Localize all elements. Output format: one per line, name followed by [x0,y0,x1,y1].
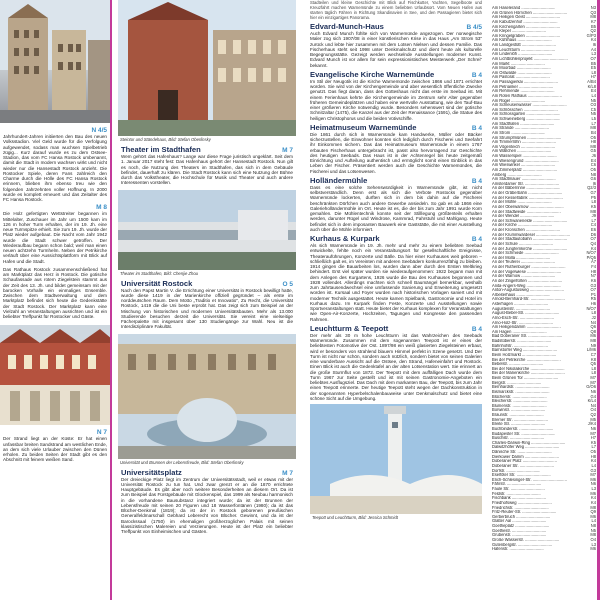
index-street-name: Am Passagierkai .............................. [492,80,558,84]
index-grid-ref: L8 [591,370,596,376]
ref-university: O 5 [282,280,293,288]
index-grid-ref: G/O6 [586,384,596,390]
index-grid-ref: P1 [590,291,596,297]
index-grid-ref: G3 [590,282,596,288]
index-grid-ref: N3 [590,5,596,10]
index-grid-ref: N5 [590,527,596,533]
left-ref-d: N 7 [96,429,107,437]
index-street-name: August-Bebel-Str. .............................. [492,311,560,316]
index-street-name: An der Vogelwiese .............................. [492,269,562,274]
index-grid-ref: Q3 [590,9,596,15]
index-grid-ref: H6 [590,301,596,306]
index-grid-ref: C6 [590,162,596,168]
index-grid-ref: Q2/3 [587,185,596,191]
mid-caption-b: Theater im Stadthafen, Bild: Chenjie Zhou [120,270,198,276]
index-grid-ref: K4 [590,458,596,464]
index-grid-ref: K4 [590,245,596,251]
index-street-name: Beim Holzmarkt .............................. [492,352,557,357]
index-street-name: Am Haselerand .............................. [492,6,556,10]
index-street-name: Am Vögenteich .............................. [492,144,556,149]
index-street-name: Am Pastorat .............................. [492,75,550,80]
index-grid-ref: B5 [590,60,596,66]
heading-kurhaus: Kurhaus & Kurpark [310,234,380,243]
index-street-name: Arno-Esch-Str. .............................. [492,315,554,320]
index-grid-ref: L/M6 [586,347,596,353]
index-street-name: Am Kabutzenhof .............................. [492,19,558,24]
index-street-name: Am Grünen Hörnchen .............................. [492,10,568,15]
index-grid-ref: N8 [590,523,596,528]
index-street-name: Am Landgestütt .............................. [492,43,556,47]
index-grid-ref: E4 [590,157,596,163]
index-grid-ref: L8 [591,310,596,316]
index-grid-ref: N5 [590,111,596,117]
index-street-name: Amsterdamer Str. .............................. [492,181,560,186]
index-grid-ref: M6 [590,490,596,496]
index-street-name: Hafenstr. .............................. [492,547,544,552]
left-ref-b: M 8 [96,204,107,212]
index-grid-ref: M7 [590,472,596,478]
index-grid-ref: K4 [590,499,596,505]
text-lighthouse: Der mehr als 30 m hohe Leuchtturm ist das Wahrzeichen des Seebads Warnemünde. Zusammen mit dem sogenannten Teepott ist er eines der beliebtesten Fotomotive der Ost. 1897/98 ein weiß glasierten Ziegelsteinen erbaut, wird er besonders von strahlend blauem Himmel perfekt in Szene gesetzt. Und Der Turm ist nicht nur schön, sondern auch nützlich, sondern bietet von seinen Galerien eine wunderbare Aussicht auf die Ostsee, den Strand, Hafeneinfahrt und Rostock. Einen Blick ist auch die Gedenktafel an der alten Lotsenstation wert. Sie erinnert an die große Sturmflut von 1872. Der Teepott mit dem auffälligen Dach wurde dem Turm 1967 zur Seite gestellt und ist mit seinen Gastronomie-Angeboten ein beliebtes Ausflugsziel. Das Dach mit dem markanten Bau, der Teepott, bis zum Jahr einen Teepott erinnerte. Der heutige Teepott steht wegen der Dachkonstruktion in der sogenannten Hyperbelschalenbauweise unter Denkmalschutz und bietet eine schöne Sicht auf die Umgebung. [310,332,482,401]
index-street-name: Bergstr. .............................. [492,380,542,385]
index-street-name: Faule Str. .............................. [492,487,545,491]
index-grid-ref: M8 [590,208,596,214]
index-street-name: Bismarckstr. .............................. [492,389,550,394]
index-street-name: Gutenbergstr. .............................. [492,542,553,547]
left-text-b: Die Holz gefertigten Wettstreiter begannen im Mittelalter, Zuschauer im Jahr um 1500 kam im 126 m hoher Turm erhalten, der im 19. Jh. eine neue Turmspitze erhielt. Sie zum 19. Jh. wurde der Platz wieder aufgebaut. Die Nacht vom Jahr 1942 wurde die Stadt schwer getroffen. Der Wiederaufbau begann schon bald; weil man einen neuen achtzehn Turmhelm. Neben der Petrikirche verläuft über eine Aussichtsplattform mit Blick auf Hafen und die Stadt. [3,211,107,264]
index-grid-ref: M6 [590,546,596,552]
ref-museum: B 4 [471,124,482,132]
heading-universitaetsplatz: Universitätsplatz [121,467,182,477]
index-grid-ref: K/L4 [587,398,596,404]
index-grid-ref: P/Q5 [586,254,596,260]
index-street-name: Dänische Str. .............................. [492,450,552,454]
index-grid-ref: M8 [590,504,596,510]
index-grid-ref: H7 [590,435,596,441]
index-street-name: Fischbank .............................. [492,496,546,501]
index-grid-ref: L8 [591,365,596,371]
index-grid-ref: N/O7 [586,250,596,256]
index-grid-ref: Q6 [590,324,596,330]
index-grid-ref: E6 [590,227,596,232]
heading-mill: Holländermühle [310,175,368,185]
index-street-name: Bei der Marienkirche .............................. [492,371,565,376]
index-grid-ref: F4 [591,264,596,269]
index-street-name: Goetheplatz .............................. [492,524,550,528]
index-grid-ref: G5 [590,148,596,154]
index-street-name: Badstüberstr. .............................. [492,339,552,343]
heading-munch: Edvard-Munch-Haus [310,22,384,31]
index-grid-ref: M8 [590,125,596,131]
index-grid-ref: M8 [590,532,596,538]
index-street-name: Doberaner Platz .............................. [492,459,557,464]
townhall-illustration [0,325,110,425]
index-grid-ref: B5 [590,23,596,29]
ref-church: B 4 [471,71,482,79]
right-top-text: Stadteilen und kleine Geschichte mit Blick auf Fischkutter, Yachten, Segelboote und Kreuzfahrt machen Warnemünde zu einem beliebten Urlaubsort. Vom Neuen Hafen aus starten täglich Fähren in Richtung Skandinavien in See, und den Passagieren bietet sich hier ein einzigartiges Panorama. [310,0,482,20]
index-street-name: Budapester Str. .............................. [492,431,556,436]
index-grid-ref: M6 [590,333,596,339]
index-street-name: Doberaner Str. .............................. [492,463,554,468]
index-street-name: Arno-Holz-Str. .............................. [492,320,553,325]
index-grid-ref: K8 [590,356,596,362]
mid-caption-c: Universität und Brunnen der Lebensfreude, Bild: Stefan Oberlinsky [120,459,244,465]
index-street-name: Blücherstr. .............................. [492,394,547,399]
index-grid-ref: L3 [591,541,596,547]
index-grid-ref: N6 [590,425,596,431]
index-street-name: Große Wasserstr. .............................. [492,537,560,542]
index-grid-ref: E5 [590,65,596,71]
index-street-name: Blumenstr. .............................. [492,403,547,408]
left-text-c: Das Rathaus Rostock zusammenschließend hat am Marktplatz das Herz in Rostock. Die gotische Schaufassade aus rotem Ziegelstein stammt aus der Zeit des 13. Jh. und bildet gemeinsam mit der barocken Vorhalle ein einmaliges Ensemble. Zwischen dem Stadtverwaltung und dem Marktplatz befindet sich heute die Gedenkstätte der Stadt Rostock. Der Marktplatz kann eine Vielzahl an Veranstaltungen ausrichten und ist ein beliebter Treffpunkt für Rostocker und Gäste. [3,266,107,319]
index-grid-ref: K4 [590,37,596,43]
index-grid-ref: L4 [591,462,596,468]
index-grid-ref: B4 [590,129,596,135]
index-street-name: An der Warnow .............................. [492,274,556,279]
index-street-name: Bebelstr. .............................. [492,362,544,367]
ref-munch: B 4/5 [466,24,482,31]
index-street-name: An der Jungfernkirche .............................. [492,246,568,251]
steintor-illustration [118,0,296,136]
index-grid-ref: H7 [590,74,596,80]
index-street-name: Arnold-Bernhard-Str. .............................. [492,297,565,302]
text-mill: Dass es eine solche Sehenswürdigkeit in Warnemünde gibt, ist nicht selbstverständlich. Denn erst als sich die Verbote Rostocks gegenüber Warnemünde lockerten, durften sich in dem bis dahin auf die Fischerei beschränkten Dörfchen auch andere Gewerbe ansiedeln. So gab es ab 1866 eine Galerieholländermühle im Ort. Heute ist es, die der bis zum Jahr 1991 wurde Korn gemahlen. Die Mühlentechnik konnte seit der Stilllegung größtenteils erhalten werden, darunter Rügel und Windrose, Kammrad, Fahrstuhl und Mahlgang. Heute befindet sich in dem imposanten Bauwerk eine Gaststätte, die mit einer Ausstellung auch über die Mühle informiert. [310,184,482,232]
index-grid-ref: N8 [590,171,596,177]
index-street-name: Am Moorbad .............................. [492,66,551,71]
text-kurhaus: Als sich Warnemünde im 19. Jh. mehr und mehr zu einem beliebten Seebad entwickelte, fehlte noch ein Veranstaltungsort für gesellschaftliche Ereignisse, Theaterauführungen, Konzerte und Bälle. Da hier einer Kurhauses weit geboren – schließlich galt es, im Vereinten mit anderen Seebädern konkurrenzfähig zu bleiben. 1914 gingen die Bauarbeiten los, wurden dann aber durch den Ersten Weltkrieg behindert. Erst viel später wurden sie wiederaufgenommen: 1922 begann man mit dem Anlegen des Kurgartens, 1926 wurde die Bau des Kurhauses begonnen und 1928 vollendet. Allerdings machten sich schnell Baumängel bemerkbar, weshalb zum Jahrtausendwechsel eine umfassende Sanierung und Erweiterung umgesetzt worden ist. Kursaal und Foyer wurden nach historischen Vorlagen saniert und mit moderner Technik ausgestattet. Heute kamen Spielbank, Gastronomie und Hotel im Kurhaus dazu. Im Kurpark finden Feste, Konzerte und Ausstellungen sowie Sportveranstaltungen statt. Heute bietet der Kurhaus komplexen für Veranstaltungen wie Open-Air-Konzerte, Hochzeiten, Tagungen und Kongresse den passenden Rahmen. [310,243,482,322]
left-text-d: Der Strand liegt an der Küste: Er hat einen unfassbar breiten Sandstrand am westlichen Ende, an dem sich viele Urlauber zwischen den Dünen erholen. Zu beiden Seiten der Stadt gibt es den Abschnitt mit feinem weißen Sand. [3,436,107,463]
index-grid-ref: M5 [590,416,596,422]
index-grid-ref: L8 [591,69,596,75]
index-grid-ref: M8 [590,338,596,343]
index-grid-ref: K6 [590,277,596,283]
heading-museum: Heimatmuseum Warnemünde [310,122,417,132]
index-street-name: Bahnhofstr. .............................. [492,343,548,348]
index-grid-ref: C5 [590,106,596,112]
index-grid-ref: G7 [590,190,596,195]
index-street-name: Borwinstr. .............................. [492,408,546,413]
index-grid-ref: K5 [590,439,596,445]
index-street-name: Am Rügel .............................. [492,98,546,103]
index-grid-ref: A/B4 [587,79,596,84]
left-ref-a: N 4/5 [91,127,107,134]
index-street-name: An der Ruthenburger .............................. [492,265,566,269]
ref-kurhaus: B 4 [471,236,482,243]
index-grid-ref: H8 [590,453,596,459]
text-museum: Die 1861 durch sich in Warnemünde kam Handwerke, Müller oder Bäcker sicherzustellen, die Einwohner konnten sich lediglich durch Fischerei und Seefahrt ihr Einkommen sichern. Das das Heimatmuseum Warnemünde in einem 1767 erbauten Fischerhaus untergebracht ist, passt also hervorragend zur Geschichte des heutigen Seebads. Das Haus ist in der Achtenregel bis heute zeitgemäß Einrichtung und Aufteilung authentisch und ermöglicht somit einen Einblick in das Leben der Fischer. Präsentiert werden auch die Geschichte Warnemündes, die Fischerei und das Lotsenwesen. [310,131,482,174]
index-street-name: An der Stadtautobahn .............................. [492,237,568,242]
index-grid-ref: O7 [590,287,596,293]
index-grid-ref: L7 [591,120,596,126]
index-grid-ref: O4 [590,536,596,542]
index-grid-ref: I6 [592,42,596,47]
index-street-name: An der Teuferei .............................. [492,260,555,265]
index-grid-ref: O5 [590,134,596,140]
mid-caption-a: Steintor und Ständehaus, Bild: Stefan Oberlinsky [120,137,211,142]
index-grid-ref: G4 [590,393,596,399]
index-street-name: Am Wieswinkel .............................. [492,163,556,168]
heading-lighthouse: Leuchtturm & Teepott [310,323,389,333]
index-street-name: Am Kringelgraben .............................. [492,33,561,38]
index-grid-ref: Q2 [590,412,596,417]
index-grid-ref: N4 [590,402,596,408]
index-street-name: Gerberbruch .............................. [492,514,551,519]
mid-photo-theater [118,190,296,270]
index-grid-ref: J6 [591,153,596,158]
index-row [492,547,596,552]
index-grid-ref: G3 [590,467,596,473]
index-grid-ref: L5 [591,116,596,121]
index-street-name: An der Kesselfabrik .............................. [492,195,563,200]
index-grid-ref: Q9 [590,509,596,515]
ref-mill: B 4 [471,177,482,185]
heading-church: Evangelische Kirche Warnemünde [310,69,435,79]
index-street-name: Am Stadthafen .............................. [492,121,555,126]
index-street-name: Augustenstr. .............................. [492,306,551,311]
index-street-name: Bleicherstr. .............................. [492,399,548,404]
index-street-name: Am Markt .............................. [492,61,545,66]
index-street-name: Feldstr. .............................. [492,491,541,496]
index-street-name: An der Molla .............................. [492,255,551,260]
lighthouse-illustration [310,404,482,514]
text-theater: Wem gehört das Hafenhaus? Lange war diese Frage juristisch ungeklärt. Seit dem 1. Januar 2017 steht fest: Das Hafenhaus gehört der Hansestadt Rostock. Nun gilt es noch, die Nutzung des Theaters im Stadthafen, das sich in dem Gebäude befindet, dauerhaft zu klären. Die Stadt Rostock kann sich eine Nutzung der Bühne durch das Volkstheater, die Hochschule für Musik und Theater und auch andere Interessenten vorstellen. [121,154,293,186]
index-street-name: An der Stadtweide .............................. [492,209,561,214]
left-photo-illustration [0,0,110,123]
index-grid-ref: L7 [591,444,596,450]
index-street-name: An der Schwanenelde .............................. [492,218,568,223]
index-grid-ref: O7 [590,236,596,242]
index-street-name: Am Leuchtturm .............................. [492,47,556,52]
index-street-name: Asterhagen .............................. [492,302,549,306]
index-street-name: Am Petrianker .............................. [492,84,554,89]
street-index-list [486,0,600,552]
index-street-name: Buchbinderstr. .............................. [492,426,554,431]
index-grid-ref: L4 [591,92,596,98]
index-grid-ref: L8 [591,199,596,205]
theater-illustration [118,190,296,270]
index-street-name: Goethestr. .............................. [492,528,547,533]
index-street-name: An der Kirche .............................. [492,223,553,228]
index-street-name: Breite Str. .............................. [492,422,546,427]
left-photo-townhall [0,325,110,425]
index-grid-ref: Q8 [590,328,596,334]
index-street-name: Am Schweineberg .............................. [492,117,561,121]
index-grid-ref: O3 [590,102,596,108]
index-grid-ref: C4 [590,222,596,228]
index-grid-ref: N6 [590,481,596,487]
index-grid-ref: M8 [590,14,596,20]
index-grid-ref: N4 [590,319,596,325]
index-street-name: Am Roten Rathaus .............................. [492,93,562,98]
heading-university: Universität Rostock [121,278,193,288]
index-street-name: An der Mühle .............................. [492,200,552,205]
index-street-name: Braunstr. .............................. [492,413,544,417]
mid-photo-steintor [118,0,296,136]
index-street-name: Am Schleusenwasser .............................. [492,103,567,108]
left-text-a: Jahrhundert-Jahren initiierten den Bau des neuen Volksstadion. Viel Geld wurde für die Verfolgung aufgewendet, sodass man wuchsen Spielbetrieb zügig... Kurz darauf wurde es zu dem Ostsee-Stadion, das vom FC Hansa Rostock umbenannt, damit die Stadt in modern wachsen wirkt und nicht wieder nur die Hansestadt Rostock anzieht. Die Rostocker Spiele, deren Fans zahlreich den Charme durch die Hölle des FC Hansa Rostock erinnern, blieben ihm ebenso treu wie den folgenden Jahrzehnten voller Hoffnung. In 2000 wurde es komplett erneuert und das Zeitalter des FC Hansa Rostock. [3,134,107,202]
index-street-name: Grubenstr. .............................. [492,533,547,538]
text-church: Im Stil der Neugotik ist die Kirche Warnemünde zwischen 1866 und 1871 errichtet worden. Sie wird von der Kirchengemeinde und aber wesentlich öffentliche Zwecke genutzt. Das fiegt daran, dass des Gotteshaus nicht das erste im Seebad ist. Mit einem Ferienhaus kehrte die Kirchengemeinde im Zentrum sehr Alter gegenüber früheren Gemeindeplätzen und haben eine wertvolle Ausstattung, wie den Tauf-Bau einer größeren Kirche notwendig wurde. Besonders sehenswert sind der gotische Schnitzaltar (1475), die Kanzel aus der Zeit der Renaissance (1591), die Statue des heiligen Christophorus und die beiden Votivschiffe. [310,78,482,121]
index-street-name: Am Schlösschen .............................. [492,107,558,112]
index-street-name: Beim Grünen Tor .............................. [492,376,559,380]
right-column [310,0,482,600]
index-street-name: Barnstorfer Weg .............................. [492,348,557,353]
index-grid-ref: K5 [590,203,596,209]
index-street-name: Bad Doberaner Str. .............................. [492,334,563,339]
index-street-name: Am Wällchen .............................. [492,149,552,154]
index-grid-ref: J2 [591,314,596,320]
index-grid-ref: O7 [590,55,596,61]
ref-theater: M 7 [282,147,293,154]
index-grid-ref: K4 [590,495,596,501]
index-street-name: Am Heiligen Geist .............................. [492,15,561,20]
index-grid-ref: G/P3 [586,32,596,38]
index-grid-ref: N/O7 [586,305,596,311]
index-street-name: An der Schule .............................. [492,241,553,246]
index-grid-ref: I6 [592,180,596,186]
index-grid-ref: C7 [590,351,596,357]
index-street-name: Fährstr. .............................. [492,482,542,487]
index-street-name: Am Stadtmauer .............................. [492,177,556,182]
index-street-name: Erich-Schlesinger-Str. .............................. [492,477,567,482]
index-grid-ref: N6 [590,388,596,394]
index-grid-ref: L4 [591,518,596,524]
index-grid-ref: Q5 [590,361,596,367]
index-street-name: Eselföter Str. .............................. [492,473,551,478]
index-street-name: Am Ostwalde .............................. [492,70,552,75]
index-street-name: Am Lindenlöh .............................. [492,52,553,57]
index-grid-ref: L3 [591,486,596,491]
index-grid-ref: N9 [590,342,596,348]
index-grid-ref: O5 [590,449,596,454]
index-grid-ref: O5 [590,166,596,172]
index-grid-ref: R5 [590,296,596,302]
index-grid-ref: G6 [590,176,596,182]
index-street-name: Dorfstr. .............................. [492,468,541,473]
left-column [0,0,112,600]
index-street-name: Charles-Darwin-Ring .............................. [492,440,566,445]
index-street-name: An der Kronschen .............................. [492,228,561,232]
index-grid-ref: H8 [590,139,596,145]
index-street-name: Am Zimmerplatz .............................. [492,167,558,172]
index-grid-ref: Q2 [590,28,596,34]
index-street-name: Am Kirchengarten .............................. [492,24,561,29]
index-street-name: Am Heiligendamm .............................. [492,325,561,330]
index-street-name: Am Lichtbühlenprojekt .............................. [492,56,568,61]
index-street-name: Bei der Nikolaikirche .............................. [492,366,565,371]
index-street-name: Am Schlossgarten .............................. [492,112,561,117]
index-street-name: An der Oberwarnow .............................. [492,204,564,209]
index-grid-ref: L3 [591,51,596,57]
fountain-illustration [118,334,296,459]
text-university: Nach den Papst Martin V. die Errichtung einer Universität in Rostock bewilligt hatte, wurde diese 1419 in der Marienkirche offiziell gegründet – als erste im norddeutschen Raum. Dem Motto „Traditio et Innovatio“, Zu Recht, die Universität Rostock, 1419 die die Uni beste erprobt hat. Das zeigt sich zum Beispiel an der Mischung von historischen und modernen Universitätsbauten. Mehr als 13.000 Studierende besuchen derzeit die Universität. Sie vereint eine vielseitige Fächerpalette mit insgesamt über 130 Studiengänge zur Wahl. Neu ist die Interdisziplinäre Fakultät. [121,287,293,330]
index-street-name: Arbeiterhaus .............................. [492,292,551,297]
index-street-name: Am Kühlhaus .............................. [492,38,552,43]
index-grid-ref: N5 [590,97,596,103]
right-photo-lighthouse [310,404,482,514]
index-street-name: Buschstr. .............................. [492,436,545,441]
right-caption-end: Teepott und Leuchtturm, Bild: Jessica Schmidt [312,515,398,520]
index-grid-ref: E4 [590,88,596,94]
index-street-name: An der Krummwardesel .............................. [492,232,571,237]
index-street-name: Am Strande .............................. [492,126,549,131]
index-grid-ref: O4 [590,407,596,413]
index-street-name: Friedrichstr. .............................. [492,505,549,510]
ref-lighthouse: B 4 [471,325,482,333]
text-munch: Auch Edvard Munch fühlte sich von Warnemünde angezogen. Der norwegische Maler zog sich 1907/08 in einer künstlerischen Krise in das Haus „Am Strom 53“ zurück und lebte hier zusammen mit dem Lotsen Nielsen und dessen Familie. Das Fischerhaus steht seit 1998 unter Denkmalschutz und dient heute als kulturelle Begegnungsstätte. Gezeigt werden wechselnde Ausstellungen moderner Kunst. Edvard Munch ist vor allem für sein expressionistisches Meisterwerk „Der Schrei“ bekannt. [310,31,482,68]
index-grid-ref: M6 [590,476,596,482]
index-grid-ref: K7 [590,18,596,24]
index-grid-ref: M7 [590,375,596,380]
index-grid-ref: M7 [590,430,596,436]
index-street-name: Anita-Angers-Weg .............................. [492,283,561,288]
index-street-name: An der Zingelfürten .............................. [492,278,563,283]
index-grid-ref: A4 [590,46,596,52]
heading-theater: Theater im Stadthafen [121,145,201,154]
street-index-column [486,0,600,600]
index-street-name: Am Strumpfmünen .............................. [492,135,562,140]
left-photo-buildings [0,0,110,123]
index-street-name: Anton-Augustusweg .............................. [492,288,564,293]
ref-universitaetsplatz: M 7 [282,469,293,477]
index-grid-ref: Q4 [590,240,596,246]
index-street-name: Bernhardstr. .............................. [492,385,550,390]
index-street-name: Amberg .............................. [492,172,542,177]
index-street-name: Dalwitzhöfer Weg .............................. [492,445,560,450]
index-street-name: Fritz-Reuter-Str. .............................. [492,510,557,515]
index-street-name: Am Strom .............................. [492,130,546,135]
index-street-name: An der Gräberbahn .............................. [492,191,563,195]
index-grid-ref: K/L8 [587,83,596,89]
index-grid-ref: J/K4 [587,421,596,427]
index-street-name: Bei der Petrikirche .............................. [492,357,561,362]
index-grid-ref: J9 [591,213,596,219]
index-street-name: Am Klepel .............................. [492,29,546,34]
index-grid-ref: N7 [590,273,596,279]
index-street-name: An der Wendel .............................. [492,214,555,219]
index-grid-ref: A7 [590,259,596,265]
index-grid-ref: M6 [590,513,596,519]
text-universitaetsplatz: Der dreieckige Platz liegt im Zentrum der Universitätsstadt, weil er etwas mit der Universität Rostock zu tun hat. Und zwar grenzt er an die 1870 errichtete Hauptgebäude. Es gibt aber noch weitere Besonderheiten an diesem Ort. Da ist zum Beispiel das Fürstgebäude mit Glockenspiel, das 1999 als Neubau harmonisch in die vorhandene Bausubstanz integriert wurde; da ist der Brunnen der Lebensfreude mit seinen 20 Figuren und 18 Wasserfontänen (1980); da ist das Blücher-Denkmal (1819); da ist der in Rostock geborenen preußischen Generalfeldmarschall Gebhard Leberecht von Blücher. Gewinnt, und da ist der Barockssaal (1750) im ehemaligen großherzoglichen Palais mit seinen klassizistischen Malereien und Verzierungen. Heute ist der Platz ein beliebter Treffpunkt von Einheimischen und Gästen. [121,476,293,534]
index-grid-ref: M7 [590,379,596,385]
index-grid-ref: P5 [590,194,596,200]
middle-column [118,0,296,600]
index-street-name: Am Rehmende .............................. [492,89,555,94]
index-street-name: Am Hagen .............................. [492,329,547,334]
index-grid-ref: H8 [590,268,596,274]
index-street-name: Am Wasserspiel .............................. [492,154,557,158]
mid-photo-fountain [118,334,296,459]
index-grid-ref: M8 [590,143,596,149]
index-street-name: Am Wiesengrund .............................. [492,158,559,163]
index-street-name: An der Bäberrinne .............................. [492,186,561,191]
index-street-name: Bremer Str. .............................. [492,417,548,422]
index-street-name: Glatter Aal .............................. [492,519,547,524]
index-street-name: Am Timmerlöhn .............................. [492,140,556,145]
index-street-name: Dierkower Damm .............................. [492,454,559,459]
index-street-name: Friedhofsweg .............................. [492,500,552,505]
index-street-name: An der Schmiede .............................. [492,251,559,256]
index-grid-ref: D6 [590,231,596,237]
index-grid-ref: L7 [591,217,596,223]
